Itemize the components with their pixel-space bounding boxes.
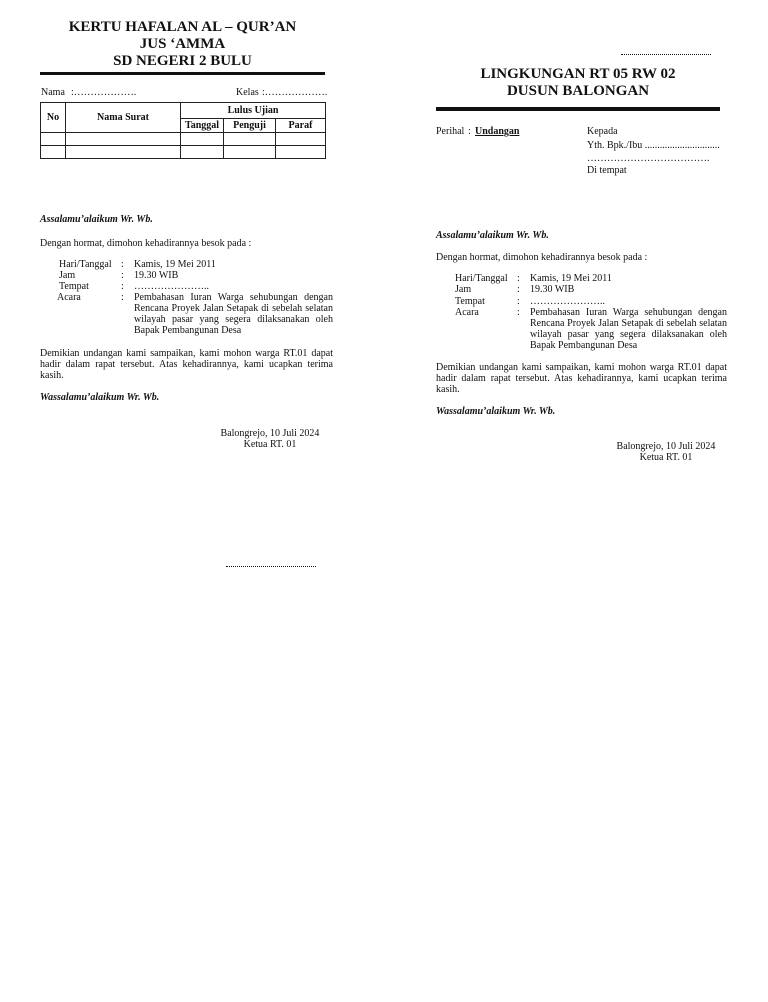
right-top-dotted-line (621, 54, 711, 55)
left-title-3: SD NEGERI 2 BULU (113, 53, 252, 69)
right-acara-row (455, 307, 728, 355)
right-title-1: LINGKUNGAN RT 05 RW 02 (480, 66, 676, 82)
nama-label: Nama (41, 87, 65, 98)
left-place-date: Balongrejo, 10 Juli 2024 (220, 428, 320, 439)
left-jam-row (59, 270, 333, 281)
col-no-header: No (41, 103, 66, 133)
right-hari-colon: : (517, 273, 520, 284)
right-place-date: Balongrejo, 10 Juli 2024 (616, 441, 716, 452)
right-tempat-value: ………………….. (530, 296, 605, 307)
address-dots: ………………………………. (587, 153, 710, 164)
right-jam-label: Jam (455, 284, 472, 295)
right-acara-colon: : (517, 307, 520, 318)
right-salam-close: Wassalamu’alaikum Wr. Wb. (436, 406, 556, 417)
right-hari-value: Kamis, 19 Mei 2011 (530, 273, 612, 284)
left-acara-colon: : (121, 292, 124, 303)
left-title-2: JUS ‘AMMA (139, 36, 226, 52)
right-acara-label: Acara (455, 307, 479, 318)
left-hari-label: Hari/Tanggal (59, 259, 112, 270)
kelas-value: :………………. (262, 87, 328, 98)
col-paraf-header: Paraf (276, 119, 326, 133)
left-opening: Dengan hormat, dimohon kehadirannya besok pada : (40, 238, 252, 249)
left-tempat-colon: : (121, 281, 124, 292)
left-acara-value: Pembahasan Iuran Warga sehubungan dengan Rencana Proyek Jalan Setapak di sebelah selatan wilayah pasar yang segera dilaksanakan oleh Bapak Pembangunan Desa (134, 292, 333, 336)
right-salam: Assalamu’alaikum Wr. Wb. (436, 230, 549, 241)
col-nama-surat-header: Nama Surat (66, 103, 181, 133)
di-tempat: Di tempat (587, 165, 627, 176)
table-row (41, 133, 326, 146)
table-row (41, 146, 326, 159)
right-closing: Demikian undangan kami sampaikan, kami mohon warga RT.01 dapat hadir dalam rapat tersebut. Atas kehadirannya, kami ucapkan terima kasih. (436, 362, 727, 395)
right-header-rule (436, 107, 720, 111)
col-tanggal-header: Tanggal (181, 119, 224, 133)
perihal-label: Perihal (436, 126, 465, 137)
left-acara-label: Acara (57, 292, 81, 303)
hafalan-table (40, 102, 326, 159)
right-acara-value: Pembahasan Iuran Warga sehubungan dengan Rencana Proyek Jalan Setapak di sebelah selatan wilayah pasar yang segera dilaksanakan oleh Bapak Pembangunan Desa (530, 307, 727, 351)
kelas-label: Kelas (236, 87, 259, 98)
left-jam-label: Jam (59, 270, 76, 281)
left-hari-row (59, 259, 333, 270)
left-header-rule (40, 72, 325, 75)
right-jam-value: 19.30 WIB (530, 284, 575, 295)
right-jam-colon: : (517, 284, 520, 295)
left-closing: Demikian undangan kami sampaikan, kami mohon warga RT.01 dapat hadir dalam rapat tersebut. Atas kehadirannya, kami ucapkan terima kasih. (40, 348, 333, 381)
right-signer: Ketua RT. 01 (639, 452, 693, 463)
left-tempat-value: ………………….. (134, 281, 209, 292)
left-hari-value: Kamis, 19 Mei 2011 (134, 259, 216, 270)
right-tempat-row (455, 296, 728, 307)
col-penguji-header: Penguji (224, 119, 276, 133)
perihal-value: Undangan (475, 126, 520, 137)
left-signer: Ketua RT. 01 (243, 439, 297, 450)
right-hari-row (455, 273, 728, 284)
right-tempat-colon: : (517, 296, 520, 307)
left-tempat-row (59, 281, 333, 292)
left-signature-line (226, 566, 316, 567)
left-jam-colon: : (121, 270, 124, 281)
nama-value: :………………. (71, 87, 137, 98)
right-opening: Dengan hormat, dimohon kehadirannya besok pada : (436, 252, 648, 263)
yth-line: Yth. Bpk./Ibu .............................. (587, 140, 720, 151)
left-acara-row (57, 292, 333, 340)
right-tempat-label: Tempat (455, 296, 485, 307)
left-jam-value: 19.30 WIB (134, 270, 179, 281)
right-title-2: DUSUN BALONGAN (506, 83, 650, 99)
left-tempat-label: Tempat (59, 281, 89, 292)
perihal-colon: : (468, 126, 471, 137)
left-salam-close: Wassalamu’alaikum Wr. Wb. (40, 392, 160, 403)
right-jam-row (455, 284, 728, 295)
kepada-label: Kepada (587, 126, 618, 137)
left-hari-colon: : (121, 259, 124, 270)
col-lulus-header: Lulus Ujian (181, 103, 326, 119)
left-title-1: KERTU HAFALAN AL – QUR’AN (68, 19, 297, 35)
left-salam: Assalamu’alaikum Wr. Wb. (40, 214, 153, 225)
right-hari-label: Hari/Tanggal (455, 273, 508, 284)
